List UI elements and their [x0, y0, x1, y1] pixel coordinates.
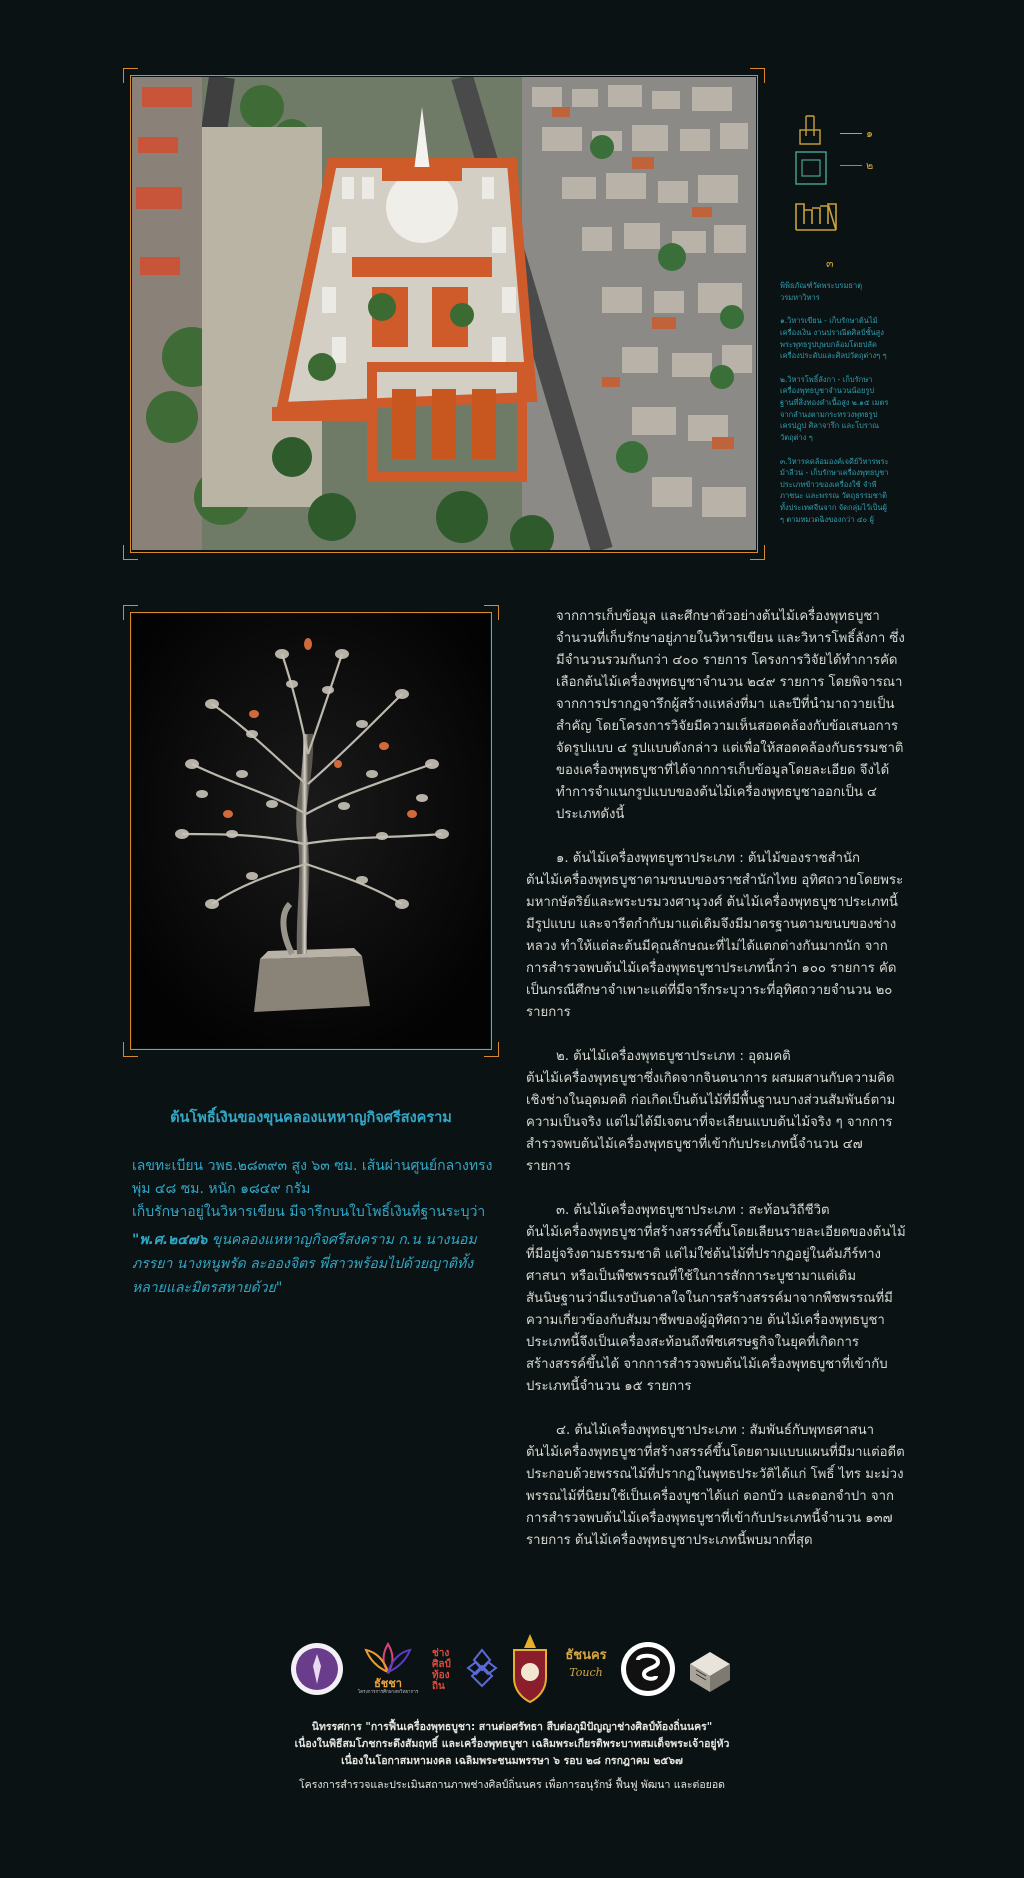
institute-emblem-logo: [290, 1640, 344, 1702]
legend-marker-2: ๒: [866, 159, 874, 172]
sponsor-logos: [290, 1640, 734, 1706]
aerial-temple-illustration: [132, 77, 756, 550]
main-article: [526, 606, 906, 1574]
tree-caption-title: ต้นโพธิ์เงินของขุนคลองแหหาญกิจศรีสงคราม: [170, 1110, 452, 1126]
silver-bodhi-tree-photo: [132, 614, 490, 1048]
legend-title: พิพิธภัณฑ์วัดพระบรมธาตุวรมหาวิหาร: [780, 281, 863, 302]
university-shield-logo: [508, 1632, 552, 1708]
footer-line-4: โครงการสำรวจและประเมินสถานภาพช่างศิลป์ถิ่นนคร เพื่อการอนุรักษ์ ฟื้นฟู พัฒนา และต่อยอด: [299, 1779, 725, 1791]
section-2-body: ต้นไม้เครื่องพุทธบูชาซึ่งเกิดจากจินตนาการ ผสมผสานกับความคิดเชิงช่างในอุดมคติ ก่อเกิดเป็นต้นไม้ที่มีพื้นฐานบางส่วนสัมพันธ์ตามความเป็นจริง แต่ไม่ได้มีเจตนาที่จะเลียนแบบต้นไม้จริง ๆ จากการสำรวจพบต้นไม้เครื่องพุทธบูชาที่เข้ากับประเภทนี้จำนวน ๔๗ รายการ: [526, 1071, 896, 1174]
section-1: [526, 848, 906, 1024]
footer-line-2: เนื่องในพิธีสมโภชกระดึงสัมฤทธิ์ และเครื่องพุทธบูชา เฉลิมพระเกียรติพระบาทสมเด็จพระเจ้าอยู่หัว: [294, 1738, 730, 1750]
footer-line-3: เนื่องในโอกาสมหามงคล เฉลิมพระชนมพรรษา ๖ รอบ ๒๘ กรกฎาคม ๒๕๖๗: [341, 1755, 683, 1767]
thammasat-lotus-logo: [352, 1640, 424, 1696]
section-4-body: ต้นไม้เครื่องพุทธบูชาที่สร้างสรรค์ขึ้นโดยตามแบบแผนที่มีมาแต่อดีต ประกอบด้วยพรรณไม้ที่ปรากฏในพุทธประวัติได้แก่ โพธิ์ ไทร มะม่วง พรรณไม้ที่นิยมใช้เป็นเครื่องบูชาได้แก่ ดอกบัว และดอกจำปา จากการสำรวจพบต้นไม้เครื่องพุทธบูชาที่เข้ากับประเภทนี้จำนวน ๑๓๗ รายการ ต้นไม้เครื่องพุทธบูชาประเภทนี้พบมากที่สุด: [526, 1445, 905, 1548]
touch-nakhon-logo: [560, 1640, 612, 1679]
legend-leader-1: [840, 133, 862, 134]
legend-leader-2: [840, 165, 862, 166]
storage-line: เก็บรักษาอยู่ในวิหารเขียน มีจารึกบนใบโพธิ์เงินที่ฐานระบุว่า: [132, 1204, 486, 1220]
legend-marker-1: ๑: [866, 127, 873, 140]
aerial-temple-photo: [132, 77, 756, 550]
section-3-body: ต้นไม้เครื่องพุทธบูชาที่สร้างสรรค์ขึ้นโดยเลียนรายละเอียดของต้นไม้ที่มีอยู่จริงตามธรรมชาติ แต่ไม่ใช่ต้นไม้ที่ปรากฏอยู่ในคัมภีร์ทางศาสนา หรือเป็นพืชพรรณที่ใช้ในการสักการะบูชามาแต่เดิม สันนิษฐานว่ามีแรงบันดาลใจในการสร้างสรรค์มาจากพืชพรรณที่มีความเกี่ยวข้องกับสัมมาชีพของผู้อุทิศถวาย ต้นไม้เครื่องพุทธบูชาประเภทนี้จึงเป็นเครื่องสะท้อนถึงพืชเศรษฐกิจในยุคที่เกิดการสร้างสรรค์ขึ้นได้ จากการสำรวจพบต้นไม้เครื่องพุทธบูชาที่เข้ากับประเภทนี้จำนวน ๑๕ รายการ: [526, 1225, 906, 1394]
section-4: [526, 1420, 906, 1552]
section-1-body: ต้นไม้เครื่องพุทธบูชาตามขนบของราชสำนักไทย อุทิศถวายโดยพระมหากษัตริย์และพระบรมวงศานุวงศ์ ต้นไม้เครื่องพุทธบูชาประเภทนี้มีรูปแบบ และจารีตกำกับมาแต่เดิมจึงมีมาตรฐานตามขนบของช่างหลวง ทำให้แต่ละต้นมีคุณลักษณะที่ไม่ได้แตกต่างกันมากนัก จากการสำรวจพบต้นไม้เครื่องพุทธบูชาประเภทนี้กว่า ๑๐๐ รายการ คัดเป็นกรณีศึกษาจำเพาะแต่ที่มีจารึกระบุวาระที่อุทิศถวายจำนวน ๒๐ รายการ: [526, 873, 904, 1020]
thammasat-label: ธัชชา: [374, 1677, 402, 1690]
section-2: [526, 1046, 906, 1178]
legend-marker-3: ๓: [826, 257, 834, 270]
legend-item-2: ๒.วิหารโพธิ์ลังกา - เก็บรักษาเครื่องพุทธบูชาจำนวนน้อยรูป ฐานที่สิ่งทองคำเนื้อสูง ๒.๑๕ เมตรจากลำนงตามกระทรวงพุทธรูป เครปฏุป ศิลาจารึก และโบราณวัตถุต่าง ๆ: [780, 374, 889, 442]
legend-text: [780, 280, 890, 537]
registration-line: เลขทะเบียน วพธ.๒๘๓๙๓ สูง ๖๓ ซม. เส้นผ่านศูนย์กลางทรงพุ่ม ๔๘ ซม. หนัก ๑๘๔๙ กรัม: [132, 1158, 493, 1197]
touch-sub: Touch: [569, 1666, 603, 1679]
books-emblem-logo: [684, 1644, 734, 1700]
section-4-heading: ๔. ต้นไม้เครื่องพุทธบูชาประเภท : สัมพันธ์กับพุทธศาสนา: [556, 1423, 874, 1438]
quote-body: ขุนคลองแหหาญกิจศรีสงคราม ก.น นางนอม ภรรยา นางหนูพรัด ละอองจิตร พี่สาวพร้อมไปด้วยญาติทั้งหลายและมิตรสหายด้วย": [132, 1232, 477, 1296]
plan-diagram-svg: [794, 110, 854, 270]
silver-tree-illustration: [132, 614, 490, 1048]
footer-line-1: นิทรรศการ "การฟื้นเครื่องพุทธบูชา: สานต่อศรัทธา สืบต่อภูมิปัญญาช่างศิลป์ท้องถิ่นนคร": [311, 1721, 713, 1733]
round-emblem-logo: [620, 1640, 676, 1702]
legend-item-1: ๑.วิหารเขียน - เก็บรักษาต้นไม้เครื่องเงิน งานปราณีตศิลป์ชั้นสูง พระพุทธรูปบุษบกล้อมโดยปลัด เครื่องประดับและศิลปวัตถุต่างๆ ๆ: [780, 316, 887, 361]
section-3: [526, 1200, 906, 1398]
quote-date: "พ.ศ.๒๔๗๖: [132, 1232, 208, 1248]
inscription-quote: [132, 1228, 502, 1300]
intro-paragraph: จากการเก็บข้อมูล และศึกษาตัวอย่างต้นไม้เครื่องพุทธบูชาจำนวนที่เก็บรักษาอยู่ภายในวิหารเขียน และวิหารโพธิ์ลังกา ซึ่งมีจำนวนรวมกันกว่า ๔๐๐ รายการ โครงการวิจัยได้ทำการคัดเลือกต้นไม้เครื่องพุทธบูชาจำนวน ๒๔๙ รายการ โดยพิจารณาจากการปรากฏจารึกผู้สร้างแหล่งที่มา และปีที่นำมาถวายเป็นสำคัญ โดยโครงการวิจัยมีความเห็นสอดคล้องกับข้อเสนอการจัดรูปแบบ ๔ รูปแบบดังกล่าว แต่เพื่อให้สอดคล้องกับธรรมชาติของเครื่องพุทธบูชาที่ได้จากการเก็บข้อมูลโดยละเอียด จึงได้ทำการจำแนกรูปแบบของต้นไม้เครื่องพุทธบูชาออกเป็น ๔ ประเภทดังนี้: [556, 609, 905, 822]
thammasat-sub: โครงการการศึกษาสหวิทยาการ: [357, 1690, 419, 1695]
touch-nakhon-label: ธัชนคร: [565, 1648, 607, 1663]
section-3-heading: ๓. ต้นไม้เครื่องพุทธบูชาประเภท : สะท้อนวิถีชีวิต: [556, 1203, 830, 1218]
tree-registration-details: [132, 1155, 502, 1224]
section-2-heading: ๒. ต้นไม้เครื่องพุทธบูชาประเภท : อุดมคติ: [556, 1049, 791, 1064]
chang-silp-flower-logo: [464, 1648, 500, 1692]
chang-silp-label: ช่าง ศิลป์ ท้องถิ่น: [432, 1648, 451, 1692]
site-plan-diagram: [794, 110, 854, 270]
legend-item-3: ๓.วิหารคดล้อมองค์เจดีย์วิหารพระม้าลีวน - เก็บรักษาเครื่องพุทธบูชาประเภทข้าวของเครื่องใช้ จำพี ภาชนะ และพรรณ วัตถุธรรมชาติทั้งประเทศจีนจาก จัดกลุ่มไว้เป็นผู้ ๆ ตามหมวดฉิงของกว่า ๔๐ ผู้: [780, 456, 889, 524]
section-1-heading: ๑. ต้นไม้เครื่องพุทธบูชาประเภท : ต้นไม้ของราชสำนัก: [556, 851, 861, 866]
